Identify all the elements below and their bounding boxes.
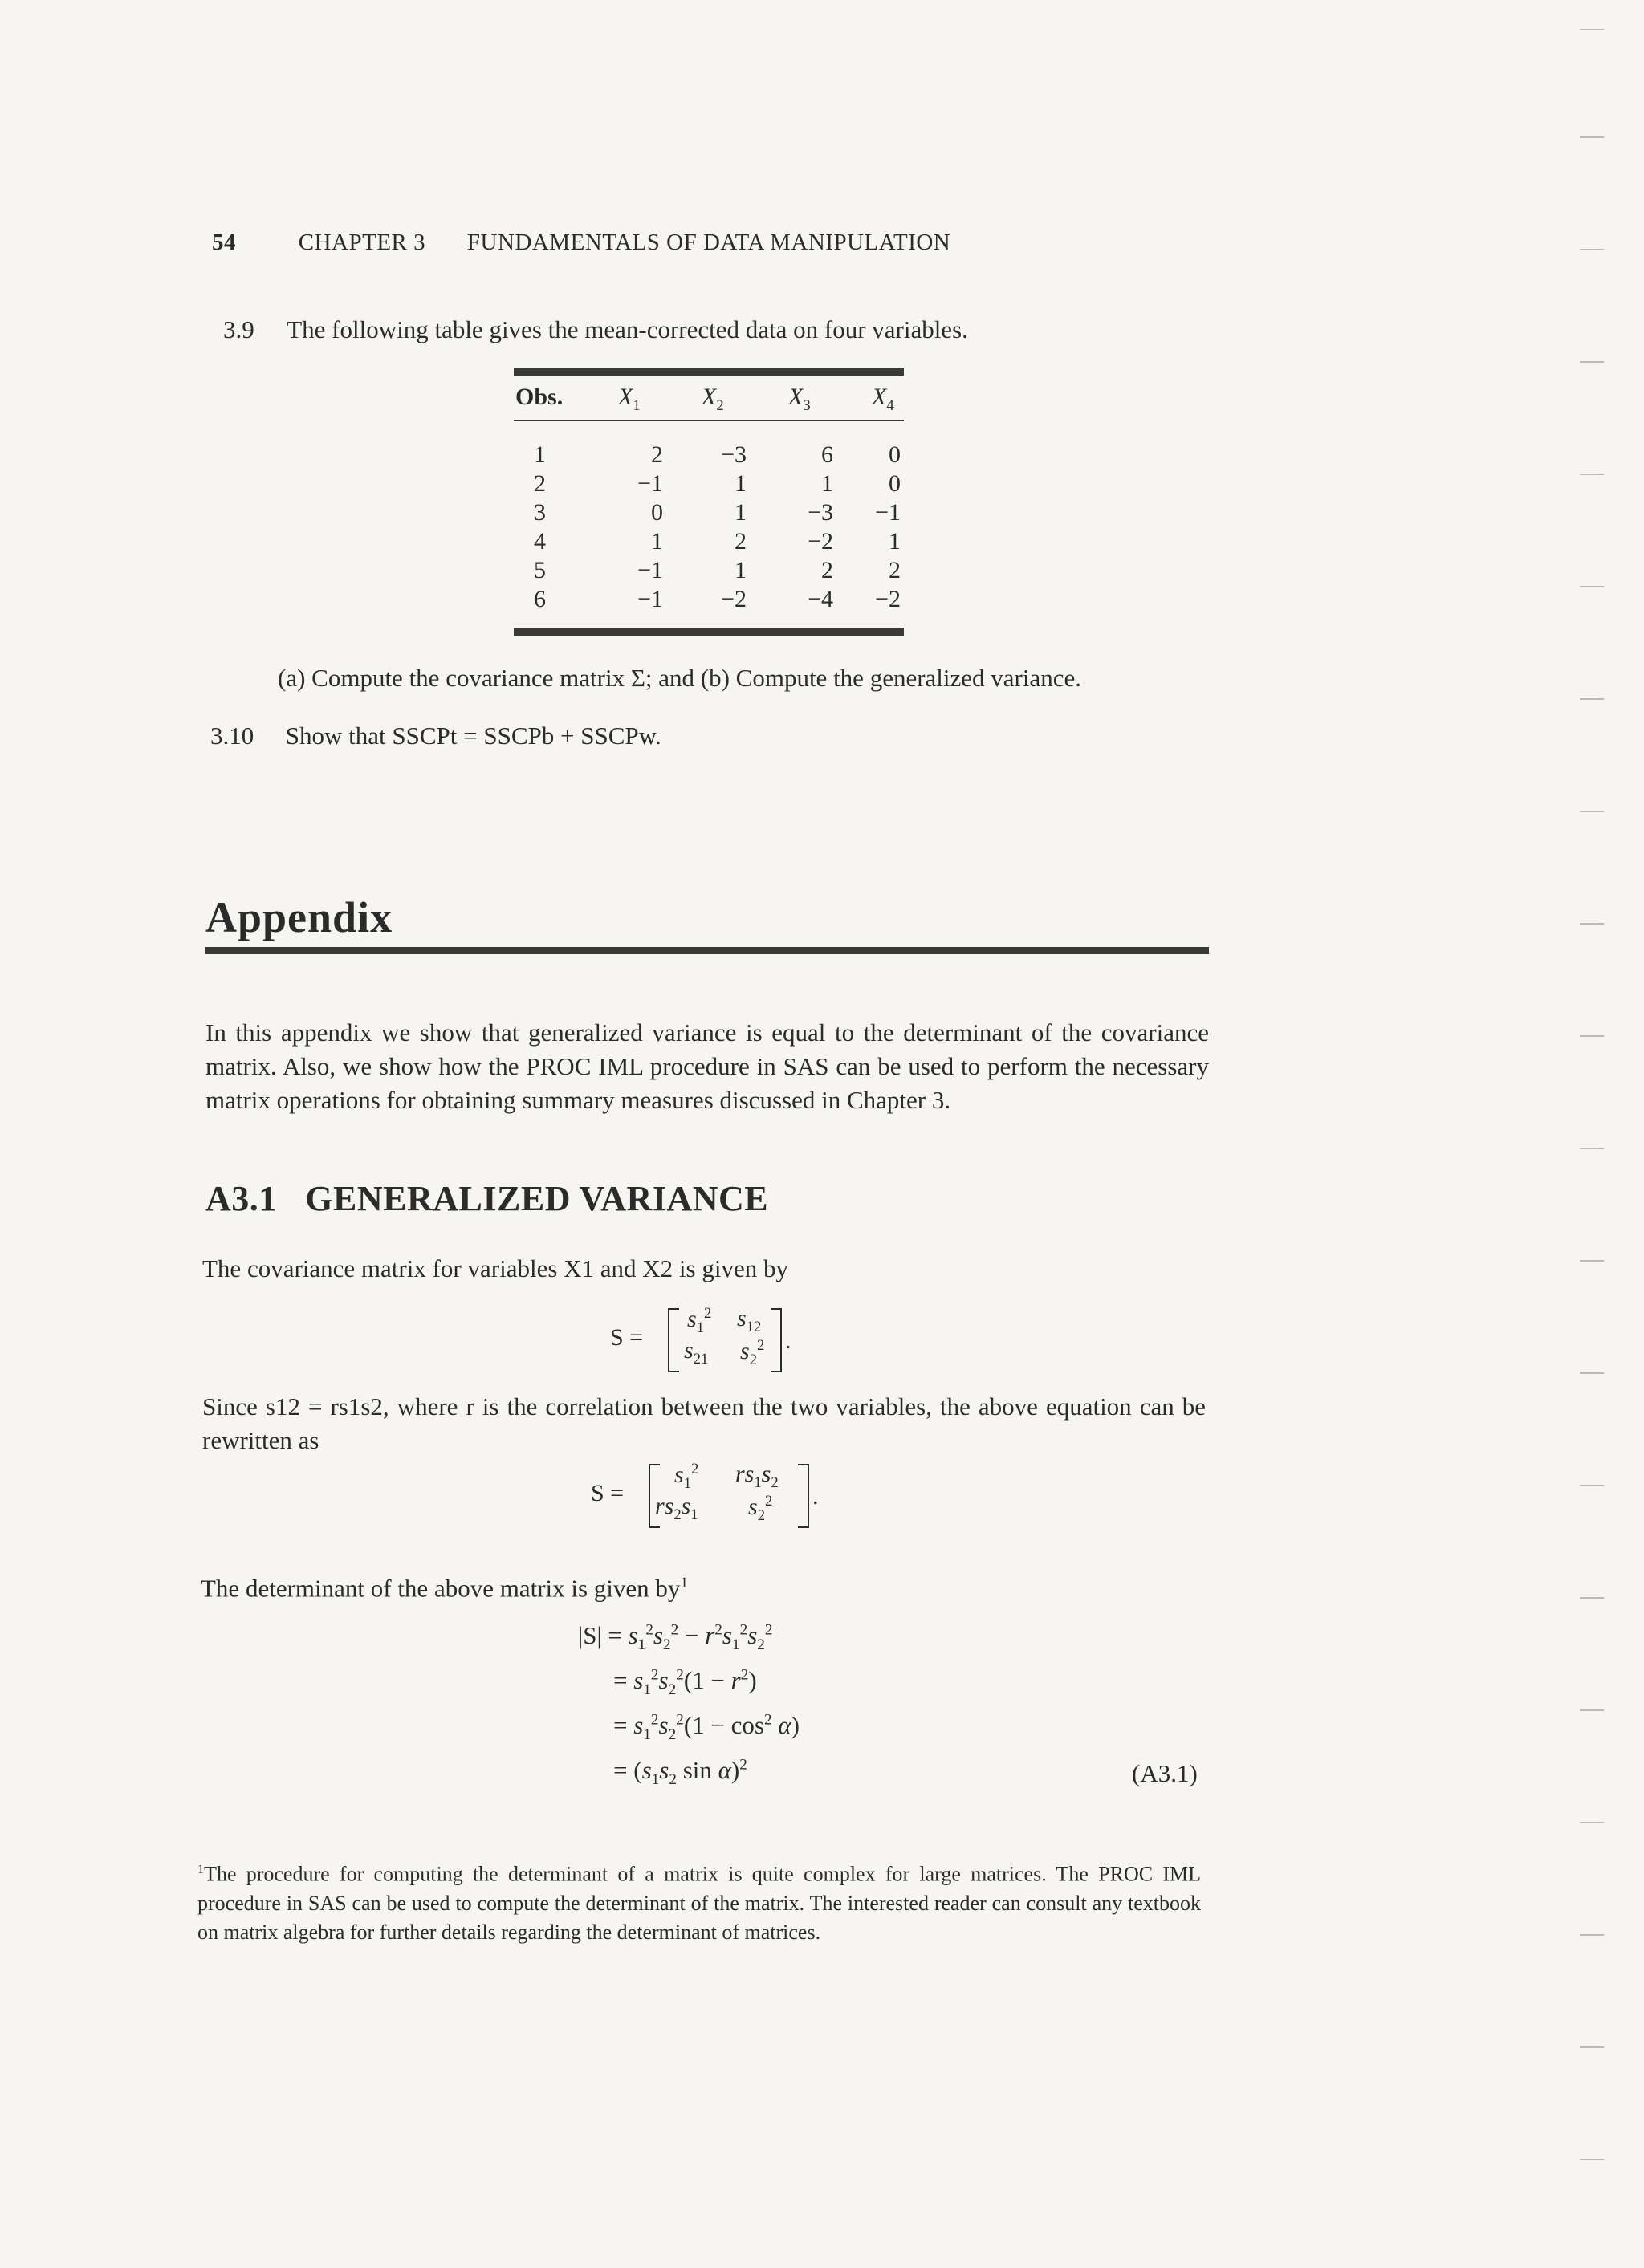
scan-mark (1580, 1148, 1604, 1149)
scan-mark (1580, 1260, 1604, 1262)
equation-line-3: = $s_1^2s_2^2(1 - \cos^2 \alpha)$ (613, 1711, 800, 1744)
table-row: 2 −1 1 1 0 (534, 470, 901, 497)
scan-mark (1580, 1822, 1604, 1823)
scan-mark (1580, 1035, 1604, 1037)
appendix-title: Appendix (206, 893, 393, 941)
table-row: 5 −1 1 2 2 (534, 557, 901, 583)
table-header-rule (514, 420, 904, 421)
exercise-number: 3.9 (223, 315, 254, 343)
footnote-ref: 1 (680, 1575, 689, 1591)
section-para-1: The covariance matrix for variables X1 and X2 is given by (202, 1254, 788, 1282)
section-para-3: The determinant of the above matrix is given $by^1$ (201, 1574, 689, 1603)
scan-mark (1580, 1597, 1604, 1599)
table-row: 4 1 2 −2 1 (534, 528, 901, 555)
header-x4: $X_4$ (872, 384, 894, 414)
scan-mark (1580, 361, 1604, 363)
header-obs: Obs. (515, 384, 564, 410)
exercise-prompt: The following table gives the mean-corrected data on four variables. (287, 315, 968, 343)
scan-mark (1580, 1709, 1604, 1711)
equation-line-2: = $s_1^2s_2^2(1 - r^2)$ (613, 1666, 757, 1699)
exercise-question: (a) Compute the covariance matrix Σ; and (b) Compute the generalized variance. (278, 664, 1082, 692)
header-x1: $X_1$ (618, 384, 641, 414)
section-number: A3.1 (206, 1179, 277, 1218)
section-para-2: Since s12 = rs1s2, where r is the correlation between the two variables, the above equation can be rewritten as (202, 1392, 1206, 1454)
chapter-label: CHAPTER 3 (298, 230, 426, 255)
scan-mark (1580, 586, 1604, 587)
scan-mark (1580, 923, 1604, 925)
footnote-marker: 1 (197, 1863, 205, 1876)
exercise-text: Show that SSCPt = SSCPb + SSCPw. (285, 721, 661, 750)
appendix-intro: In this appendix we show that generalized variance is equal to the determinant of the covariance matrix. Also, we show how the PROC IML procedure in SAS can be used to perform the necessary matrix operations for obtaining summary measures discussed in Chapter 3. (206, 1018, 1209, 1114)
scan-mark (1580, 2046, 1604, 2048)
table-row: 3 0 1 −3 −1 (534, 499, 901, 526)
table-row: 6 −1 −2 −4 −2 (534, 586, 901, 612)
table-top-rule (514, 368, 904, 376)
equation-label: (A3.1) (1132, 1759, 1198, 1787)
scan-mark (1580, 1485, 1604, 1486)
table-bottom-rule (514, 628, 904, 636)
scan-mark (1580, 136, 1604, 138)
scan-mark (1580, 811, 1604, 812)
exercise-3-9 (223, 313, 968, 347)
left-bracket (668, 1308, 679, 1372)
scan-mark (1580, 698, 1604, 700)
page-number: 54 (212, 230, 236, 255)
matrix-symbol: S = (610, 1324, 644, 1351)
scan-mark (1580, 1934, 1604, 1936)
matrix-symbol: S = (591, 1480, 625, 1506)
exercise-number: 3.10 (210, 721, 254, 750)
scan-mark (1580, 249, 1604, 250)
scan-mark (1580, 1372, 1604, 1374)
footnote (197, 1855, 1201, 1947)
table-header-row (514, 384, 904, 416)
header-x3: $X_3$ (788, 384, 811, 414)
chapter-title: FUNDAMENTALS OF DATA MANIPULATION (466, 230, 951, 255)
equation-line-4: = ($s_1s_2$ sin α)$^2$ (613, 1756, 747, 1789)
covariance-matrix: S = $s_1^2$ $s_{12}$ $s_{21}$ $s_2^2$ . (610, 1308, 787, 1372)
equation-line-1: $|S| = s_1^2s_2^2 - r^2s_1^2s_2^2$ (578, 1621, 773, 1654)
section-heading: GENERALIZED VARIANCE (305, 1179, 769, 1218)
right-bracket (771, 1308, 782, 1372)
appendix-rule (206, 947, 1209, 954)
section-title (206, 1178, 768, 1219)
scan-mark (1580, 474, 1604, 475)
header-x2: $X_2$ (702, 384, 724, 414)
scan-mark (1580, 29, 1604, 30)
right-bracket (798, 1464, 809, 1528)
footnote-text: The procedure for computing the determinant of a matrix is quite complex for large matrices. The PROC IML procedure in SAS can be used to compute the determinant of the matrix. The interested reader can consult any textbook on matrix algebra for further details regarding the determinant of matrices. (197, 1862, 1201, 1944)
exercise-3-10 (210, 719, 661, 753)
scan-mark (1580, 2159, 1604, 2160)
table-row: 1 2 −3 6 0 (534, 441, 901, 468)
running-head (212, 230, 950, 256)
covariance-matrix-rewritten: S = $s_1^2$ $rs_1s_2$ $rs_2s_1$ $s_2^2$ . (591, 1464, 816, 1528)
